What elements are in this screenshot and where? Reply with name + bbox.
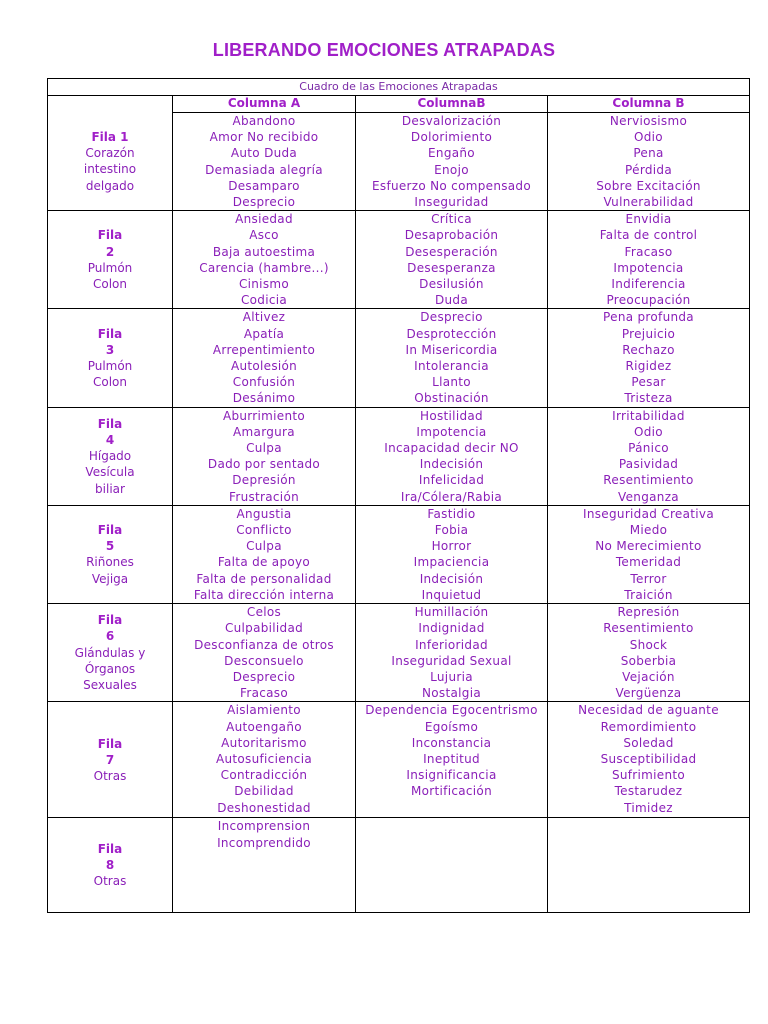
- emotion-item: Sobre Excitación: [596, 178, 701, 193]
- emotion-cell: [356, 505, 548, 603]
- emotion-item: Incomprension: [217, 819, 311, 834]
- emotion-item: Miedo: [629, 523, 668, 538]
- row-label-organ: Colon: [92, 375, 127, 390]
- emotion-item: Nerviosismo: [609, 114, 688, 128]
- emotion-item: Soberbia: [620, 653, 677, 668]
- emotion-item: Aburrimiento: [222, 408, 306, 423]
- emotion-item: Falta de control: [599, 228, 698, 243]
- row-label-organ: delgado: [85, 178, 135, 193]
- header-columna-b1: ColumnaB: [356, 96, 548, 113]
- emotion-item: Susceptibilidad: [600, 751, 697, 766]
- emotion-item: Debilidad: [234, 784, 294, 799]
- emotion-cell: [173, 818, 356, 913]
- row-label-organ: intestino: [83, 162, 137, 177]
- emotion-item: Indiferencia: [611, 277, 686, 292]
- row-label-number: 6: [105, 629, 115, 644]
- emotion-item: Falta de personalidad: [196, 571, 332, 586]
- table-row: [48, 211, 750, 309]
- emotion-item: Horror: [431, 539, 472, 554]
- emotion-item: Abandono: [232, 114, 296, 128]
- emotion-item: Ineptitud: [423, 751, 480, 766]
- emotion-cell: [173, 702, 356, 818]
- table-row: [48, 309, 750, 407]
- emotion-item: Ansiedad: [235, 212, 293, 227]
- row-label: [48, 818, 173, 913]
- emotion-item: Mortificación: [411, 784, 492, 799]
- emotion-item: Desconsuelo: [224, 653, 304, 668]
- emotion-item: Resentimiento: [603, 473, 694, 488]
- emotion-item: Traición: [624, 587, 673, 602]
- emotion-item: Llanto: [432, 375, 471, 390]
- emotion-item: Aislamiento: [227, 703, 301, 718]
- emotion-item: Auto Duda: [230, 146, 298, 161]
- emotion-item: No Merecimiento: [595, 539, 702, 554]
- emotion-item: Resentimiento: [603, 621, 694, 636]
- emotion-item: Desánimo: [232, 391, 296, 406]
- emotion-item: Autosuficiencia: [216, 751, 312, 766]
- emotion-item: Preocupación: [606, 293, 691, 308]
- emotion-item: Desesperanza: [407, 260, 496, 275]
- emotion-item: Falta dirección interna: [193, 587, 335, 602]
- emotion-item: Indignidad: [418, 621, 485, 636]
- emotion-item: Baja autoestima: [212, 244, 316, 259]
- emotion-item: Fracaso: [240, 686, 288, 701]
- emotion-item: Cinismo: [238, 277, 290, 292]
- emotion-cell: [356, 113, 548, 211]
- emotion-item: Impotencia: [416, 424, 487, 439]
- emotion-item: Humillación: [414, 605, 489, 620]
- emotion-item: Autoengaño: [226, 719, 302, 734]
- emotion-cell: [173, 505, 356, 603]
- emotion-item: Impotencia: [613, 260, 684, 275]
- emotion-item: Shock: [629, 637, 668, 652]
- row-label-organ: Órganos: [84, 661, 136, 676]
- header-blank: [48, 96, 173, 113]
- emotion-item: Falta de apoyo: [217, 555, 311, 570]
- emotion-item: Soledad: [623, 735, 674, 750]
- emotion-item: Contradicción: [220, 768, 308, 783]
- emotion-item: Autoritarismo: [221, 735, 307, 750]
- emotion-cell: [548, 113, 750, 211]
- emotion-item: Pena profunda: [603, 310, 694, 325]
- emotion-cell: [548, 604, 750, 702]
- emotion-item: Intolerancia: [414, 359, 489, 374]
- table-row: [48, 604, 750, 702]
- emotion-item: Fracaso: [624, 244, 673, 259]
- emotion-item: Pasividad: [618, 457, 679, 472]
- emotion-item: Tristeza: [624, 391, 673, 406]
- emotion-item: Represión: [617, 605, 680, 620]
- table-row: [48, 113, 750, 211]
- emotion-item: Indecisión: [419, 457, 484, 472]
- row-label: [48, 407, 173, 505]
- emotion-item: Amor No recibido: [209, 130, 319, 145]
- emotion-item: Infelicidad: [418, 473, 485, 488]
- row-label-number: 7: [105, 752, 115, 767]
- emotion-cell: [548, 407, 750, 505]
- emotion-item: Dependencia Egocentrismo: [365, 703, 538, 718]
- emotion-item: Pérdida: [625, 162, 672, 177]
- emotion-item: Impaciencia: [413, 555, 490, 570]
- emotion-item: Inconstancia: [411, 735, 492, 750]
- emotion-item: Testarudez: [614, 784, 683, 799]
- row-label-name: Fila: [97, 523, 123, 538]
- emotion-item: Rigidez: [625, 359, 672, 374]
- emotion-item: Desamparo: [228, 178, 300, 193]
- row-label: [48, 309, 173, 407]
- emotion-item: Obstinación: [414, 391, 489, 406]
- row-label: [48, 211, 173, 309]
- emotion-item: Venganza: [618, 489, 679, 504]
- row-label-name: Fila: [97, 613, 123, 628]
- emotion-item: Terror: [630, 571, 667, 586]
- emotion-cell: [173, 211, 356, 309]
- emotion-item: Confusión: [232, 375, 296, 390]
- emotion-item: Inferioridad: [415, 637, 488, 652]
- emotion-item: Altivez: [242, 310, 286, 325]
- emotion-item: Amargura: [233, 424, 295, 439]
- emotion-item: Lujuria: [430, 669, 473, 684]
- row-label: [48, 702, 173, 818]
- emotion-cell: [356, 604, 548, 702]
- emotion-item: Pena: [633, 146, 664, 161]
- emotion-cell: [173, 407, 356, 505]
- emotion-item: Sufrimiento: [611, 768, 686, 783]
- table-row: [48, 818, 750, 913]
- emotion-item: Rechazo: [622, 342, 675, 357]
- emotion-item: Inseguridad Creativa: [583, 506, 714, 521]
- row-label-organ: Hígado: [88, 449, 132, 464]
- table-row: [48, 702, 750, 818]
- emotion-item: Inquietud: [421, 587, 482, 602]
- emotion-item: Ira/Cólera/Rabia: [400, 489, 503, 504]
- emotion-item: Carencia (hambre...): [199, 260, 329, 275]
- emotion-item: Angustia: [236, 506, 292, 521]
- row-label-number: 5: [105, 539, 115, 554]
- row-label-name: Fila: [97, 228, 123, 243]
- emotion-item: Pánico: [628, 441, 669, 456]
- emotion-cell: [356, 702, 548, 818]
- emotion-cell: [548, 818, 750, 913]
- emotion-item: Irritabilidad: [612, 408, 685, 423]
- emotion-item: Desesperación: [405, 244, 498, 259]
- emotion-item: Desconfianza de otros: [194, 637, 334, 652]
- row-label-number: 3: [105, 342, 115, 357]
- emotion-item: Odio: [634, 130, 663, 145]
- row-label-organ: Otras: [93, 874, 127, 889]
- emotion-item: Odio: [634, 424, 663, 439]
- emotion-item: Desprecio: [232, 195, 296, 210]
- emotion-cell: [356, 818, 548, 913]
- emotion-cell: [548, 211, 750, 309]
- emotion-cell: [173, 113, 356, 211]
- row-label-organ: Otras: [93, 768, 127, 783]
- emotion-item: Celos: [246, 605, 282, 620]
- emotion-item: Egoísmo: [424, 719, 479, 734]
- row-label-number: 8: [105, 858, 115, 873]
- emotion-item: Desprecio: [420, 310, 483, 325]
- emotion-cell: [356, 309, 548, 407]
- row-label-organ: Pulmón: [87, 359, 133, 374]
- row-label-organ: Colon: [92, 277, 127, 292]
- emotion-item: Crítica: [431, 212, 472, 227]
- emotion-item: Dado por sentado: [207, 457, 321, 472]
- emotion-cell: [173, 309, 356, 407]
- emotion-item: Demasiada alegría: [205, 162, 323, 177]
- emotion-item: Vergüenza: [615, 686, 682, 701]
- emotion-item: Desaprobación: [404, 228, 499, 243]
- row-label-organ: Pulmón: [87, 260, 133, 275]
- emotion-item: Culpa: [246, 539, 282, 554]
- emotion-item: Inseguridad Sexual: [391, 653, 512, 668]
- emotion-cell: [356, 407, 548, 505]
- emotion-item: Enojo: [434, 162, 469, 177]
- table-row: [48, 407, 750, 505]
- emotion-item: Incomprendido: [217, 835, 311, 850]
- emotion-item: Culpabilidad: [224, 621, 304, 636]
- emotion-item: Nostalgia: [422, 686, 481, 701]
- emotion-item: Hostilidad: [420, 408, 483, 423]
- emotion-item: Desprecio: [232, 669, 296, 684]
- emotion-item: Vejación: [622, 669, 675, 684]
- header-columna-b2: Columna B: [548, 96, 750, 113]
- emotion-item: Conflicto: [236, 523, 292, 538]
- emotion-item: Deshonestidad: [217, 800, 311, 815]
- emotion-item: Esfuerzo No compensado: [372, 178, 531, 193]
- emotion-item: Fobia: [434, 523, 469, 538]
- emotions-table: [47, 78, 750, 913]
- row-label: [48, 604, 173, 702]
- emotion-item: Indecisión: [419, 571, 484, 586]
- emotion-item: Codicia: [240, 293, 288, 308]
- emotion-item: Prejuicio: [621, 326, 676, 341]
- emotion-item: Timidez: [624, 800, 673, 815]
- emotion-item: Pesar: [631, 375, 666, 390]
- table-caption: Cuadro de las Emociones Atrapadas: [48, 79, 750, 96]
- row-label-organ: Vejiga: [91, 571, 129, 586]
- row-label-number: 2: [105, 244, 115, 259]
- row-label-organ: Riñones: [86, 555, 134, 570]
- emotion-item: In Misericordia: [405, 342, 498, 357]
- emotion-cell: [548, 309, 750, 407]
- emotion-item: Duda: [434, 293, 469, 308]
- row-label-organ: Sexuales: [83, 678, 137, 692]
- emotion-item: Inseguridad: [414, 195, 489, 210]
- row-label-name: Fila: [97, 842, 123, 856]
- page-title: LIBERANDO EMOCIONES ATRAPADAS: [212, 40, 556, 60]
- emotion-item: Necesidad de aguante: [578, 703, 719, 718]
- emotion-item: Apatía: [243, 326, 285, 341]
- emotion-cell: [356, 211, 548, 309]
- header-columna-a: Columna A: [173, 96, 356, 113]
- emotion-item: Frustración: [229, 489, 299, 504]
- row-label: [48, 113, 173, 211]
- emotion-item: Arrepentimiento: [212, 342, 316, 357]
- row-label-number: 4: [105, 432, 115, 447]
- emotion-item: Incapacidad decir NO: [384, 441, 519, 456]
- emotion-item: Culpa: [246, 441, 282, 456]
- emotion-cell: [548, 702, 750, 818]
- row-label-name: Fila: [97, 416, 123, 431]
- row-label-name: Fila: [97, 326, 123, 341]
- emotion-item: Desprotección: [406, 326, 497, 341]
- emotion-item: Envidia: [625, 212, 672, 227]
- emotion-item: Depresión: [232, 473, 296, 488]
- emotion-cell: [173, 604, 356, 702]
- row-label: [48, 505, 173, 603]
- table-row: [48, 505, 750, 603]
- emotion-item: Remordimiento: [600, 719, 697, 734]
- emotion-item: Asco: [249, 228, 279, 243]
- emotion-item: Temeridad: [615, 555, 682, 570]
- emotion-item: Vulnerabilidad: [603, 195, 694, 210]
- row-label-organ: Vesícula: [85, 465, 135, 480]
- row-label-name: Fila: [97, 736, 123, 751]
- row-label-name: Fila 1: [91, 129, 129, 144]
- emotion-item: Desilusión: [419, 277, 484, 292]
- emotion-item: Desvalorización: [401, 114, 502, 128]
- row-label-organ: Corazón: [85, 146, 135, 161]
- emotion-item: Autolesión: [230, 359, 298, 374]
- emotion-item: Engaño: [428, 146, 475, 161]
- row-label-organ: Glándulas y: [74, 645, 146, 660]
- row-label-organ: biliar: [95, 481, 125, 496]
- emotion-item: Fastidio: [427, 506, 476, 521]
- emotion-item: Insignificancia: [406, 768, 497, 783]
- emotion-cell: [548, 505, 750, 603]
- emotion-item: Dolorimiento: [410, 130, 493, 145]
